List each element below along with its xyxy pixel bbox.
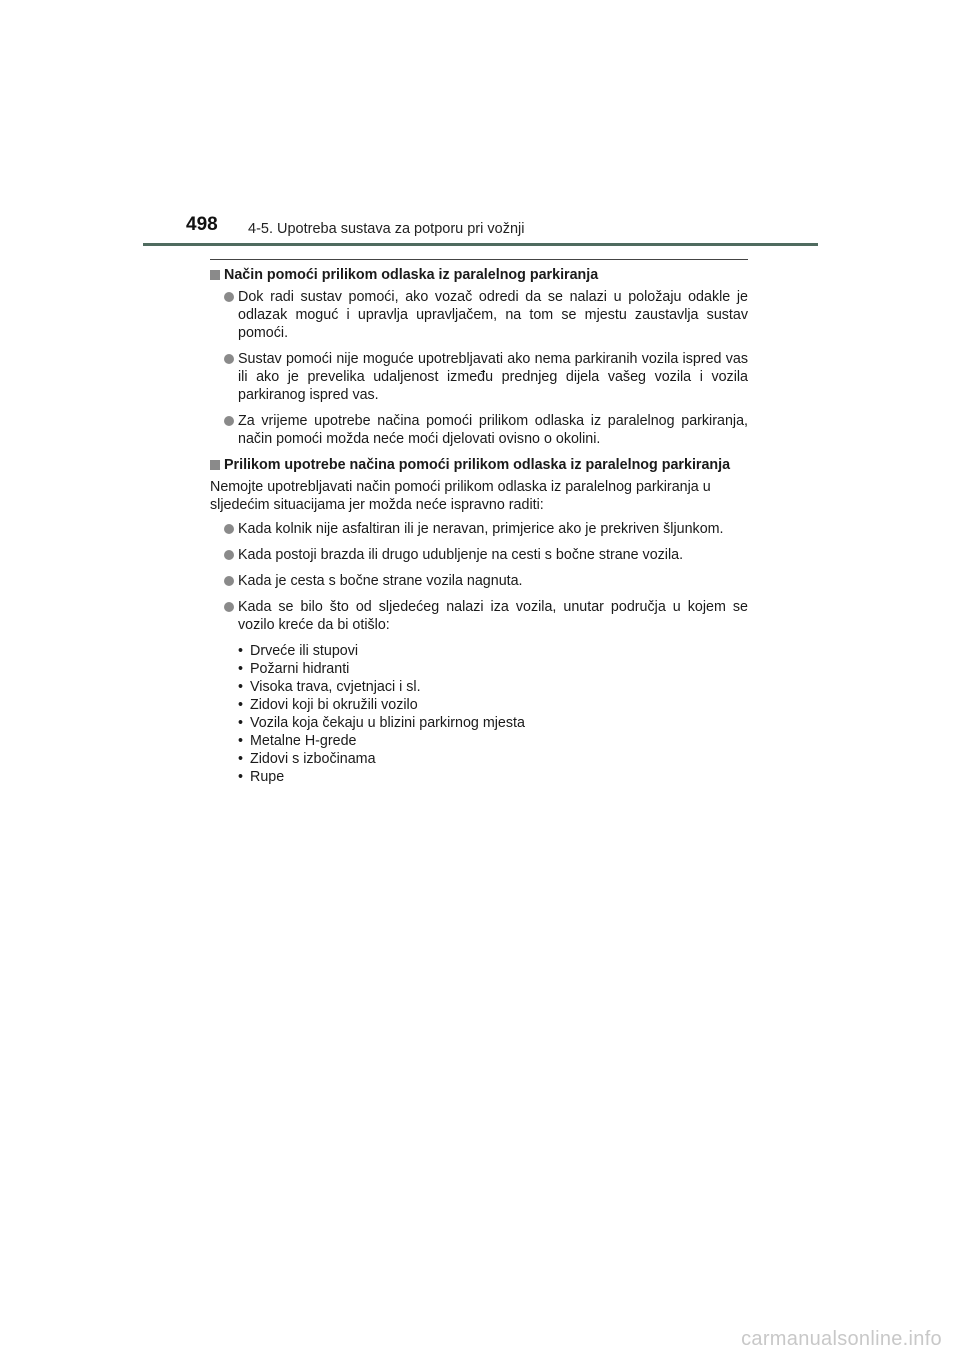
- list-item: Kada je cesta s bočne strane vozila nagnuta.: [210, 572, 748, 590]
- page-content: [210, 259, 748, 786]
- section-heading: Prilikom upotrebe načina pomoći prilikom odlaska iz paralelnog parkiranja: [210, 456, 748, 474]
- sub-list-item: • Požarni hidranti: [238, 660, 748, 678]
- sub-list-item: • Vozila koja čekaju u blizini parkirnog mjesta: [238, 714, 748, 732]
- page-header: [0, 0, 960, 250]
- page-number: 498: [186, 214, 218, 235]
- obstacle-list: [210, 642, 748, 786]
- circle-bullet-icon: [224, 416, 234, 426]
- header-rule: [143, 243, 818, 246]
- sub-list-item: • Drveće ili stupovi: [238, 642, 748, 660]
- list-item: Kada kolnik nije asfaltiran ili je neravan, primjerice ako je prekriven šljunkom.: [210, 520, 748, 538]
- circle-bullet-icon: [224, 524, 234, 534]
- circle-bullet-icon: [224, 602, 234, 612]
- section-heading: Način pomoći prilikom odlaska iz paralelnog parkiranja: [210, 266, 748, 284]
- list-item: Sustav pomoći nije moguće upotrebljavati ako nema parkiranih vozila ispred vas ili ako je prevelika udaljenost između prednjeg dijela vašeg vozila i vozila parkiranog ispred vas.: [210, 350, 748, 404]
- list-item: Dok radi sustav pomoći, ako vozač odredi da se nalazi u položaju odakle je odlazak moguć i upravlja upravljačem, na tom se mjestu zaustavlja sustav pomoći.: [210, 288, 748, 342]
- watermark: carmanualsonline.info: [741, 1328, 942, 1350]
- sub-list-item: • Metalne H-grede: [238, 732, 748, 750]
- section-departure-mode: [210, 266, 748, 448]
- circle-bullet-icon: [224, 354, 234, 364]
- square-bullet-icon: [210, 270, 220, 280]
- section-intro: Nemojte upotrebljavati način pomoći prilikom odlaska iz paralelnog parkiranja u sljedećim situacijama jer možda neće ispravno raditi:: [210, 479, 711, 513]
- sub-list-item: • Zidovi s izbočinama: [238, 750, 748, 768]
- section-usage-conditions: [210, 456, 748, 786]
- circle-bullet-icon: [224, 576, 234, 586]
- sub-list-item: • Rupe: [238, 768, 748, 786]
- circle-bullet-icon: [224, 550, 234, 560]
- sub-list-item: • Zidovi koji bi okružili vozilo: [238, 696, 748, 714]
- section-title: 4-5. Upotreba sustava za potporu pri vožnji: [248, 221, 525, 237]
- content-rule: [210, 259, 748, 260]
- sub-list-item: • Visoka trava, cvjetnjaci i sl.: [238, 678, 748, 696]
- list-item: Kada postoji brazda ili drugo udubljenje na cesti s bočne strane vozila.: [210, 546, 748, 564]
- square-bullet-icon: [210, 460, 220, 470]
- circle-bullet-icon: [224, 292, 234, 302]
- list-item: Za vrijeme upotrebe načina pomoći prilikom odlaska iz paralelnog parkiranja, način pomoći možda neće moći djelovati ovisno o okolini.: [210, 412, 748, 448]
- list-item: Kada se bilo što od sljedećeg nalazi iza vozila, unutar područja u kojem se vozilo kreće da bi otišlo:: [210, 598, 748, 634]
